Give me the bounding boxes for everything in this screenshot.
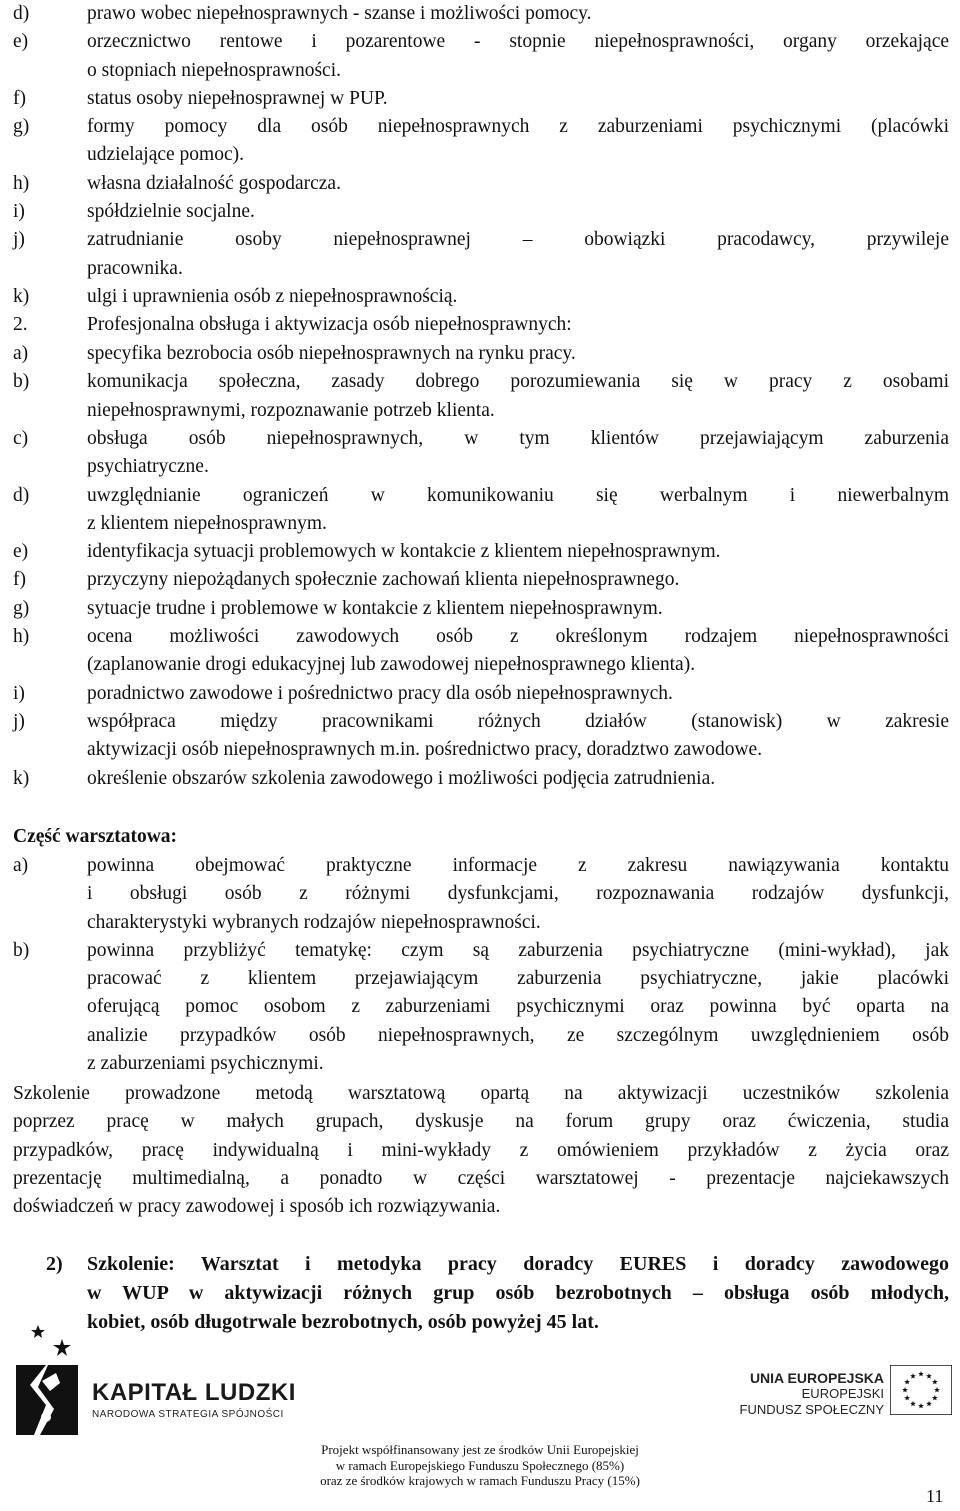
list-item	[0, 680, 960, 708]
list-item	[0, 28, 960, 85]
list-item	[0, 226, 960, 283]
paragraph-line: poprzez pracę w małych grupach, dyskusje na forum grupy oraz ćwiczenia, studia	[13, 1111, 949, 1133]
list-item-label: a)	[13, 855, 29, 876]
paragraph-line: przypadków, pracę indywidualną i mini-wykłady z omówieniem przykładów z życia oraz	[13, 1139, 949, 1161]
list-item-label: c)	[13, 427, 29, 449]
credit-line-3: oraz ze środków krajowych w ramach Funduszu Pracy (15%)	[320, 1473, 640, 1488]
list-item-text-line: zatrudnianie osoby niepełnosprawnej – obowiązki pracodawcy, przywileje	[87, 229, 949, 251]
training-2-title-line: kobiet, osób długotrwale bezrobotnych, osób powyżej 45 lat.	[87, 1311, 599, 1333]
list-item-label: k)	[13, 286, 30, 307]
list-item-text-line: aktywizacji osób niepełnosprawnych m.in. pośrednictwo pracy, doradztwo zawodowe.	[87, 739, 763, 761]
list-item	[0, 198, 960, 226]
list-item-text-line: o stopniach niepełnosprawności.	[87, 59, 341, 81]
list-item-text-line: (zaplanowanie drogi edukacyjnej lub zawodowej niepełnosprawnego klienta).	[87, 654, 696, 676]
paragraph-line: Szkolenie prowadzone metodą warsztatową opartą na aktywizacji uczestników szkolenia	[13, 1083, 949, 1104]
list-item-label: g)	[13, 116, 30, 138]
list-item-label: e)	[13, 31, 29, 53]
list-item-text-line: powinna obejmować praktyczne informacje z zakresu nawiązywania kontaktu	[87, 855, 949, 876]
list-item	[0, 595, 960, 623]
list-item-text-line: współpraca między pracownikami różnych działów (stanowisk) w zakresie	[87, 710, 949, 732]
training-2-number: 2)	[46, 1253, 63, 1275]
training-2-title-line: w WUP w aktywizacji różnych grup osób bezrobotnych – obsługa osób młodych,	[87, 1282, 949, 1304]
eu-line-3: FUNDUSZ SPOŁECZNY	[739, 1402, 884, 1417]
list-item-text-line: z klientem niepełnosprawnym.	[87, 512, 327, 534]
list-item	[0, 937, 960, 1079]
list-item	[0, 482, 960, 539]
list-item	[0, 566, 960, 594]
list-item-text-line: specyfika bezrobocia osób niepełnosprawnych na rynku pracy.	[87, 343, 576, 364]
list-item-text-line: uwzględnianie ograniczeń w komunikowaniu się werbalnym i niewerbalnym	[87, 484, 949, 506]
list-item-text-line: oferującą pomoc osobom z zaburzeniami psychicznymi oraz powinna być oparta na	[87, 996, 949, 1018]
eu-line-1: UNIA EUROPEJSKA	[749, 1370, 884, 1386]
list-item	[0, 765, 960, 793]
paragraph-line: doświadczeń w pracy zawodowej i sposób ich rozwiązywania.	[13, 1196, 501, 1218]
list-item-text-line: powinna przybliżyć tematykę: czym są zaburzenia psychiatryczne (mini-wykład), jak	[87, 939, 949, 961]
list-item	[0, 283, 960, 311]
list-item-label: b)	[13, 371, 30, 393]
list-item-text-line: identyfikacja sytuacji problemowych w kontakcie z klientem niepełnosprawnym.	[87, 541, 721, 563]
cofinancing-credit	[260, 1442, 700, 1489]
page-number: 11	[926, 1486, 944, 1506]
list-item-text-line: określenie obszarów szkolenia zawodowego i możliwości podjęcia zatrudnienia.	[87, 767, 716, 789]
section-2-title: Profesjonalna obsługa i aktywizacja osób niepełnosprawnych:	[87, 314, 572, 335]
list-item-label: j)	[13, 710, 25, 732]
kapital-ludzki-name: KAPITAŁ LUDZKI	[92, 1379, 296, 1406]
list-item-text-line: analizie przypadków osób niepełnosprawnych, ze szczególnym uwzględnieniem osób	[87, 1024, 949, 1046]
list-item-text-line: sytuacje trudne i problemowe w kontakcie z klientem niepełnosprawnym.	[87, 597, 663, 619]
list-item	[0, 368, 960, 425]
paragraph-line: prezentację multimedialną, a ponadto w części warsztatowej - prezentacje najciekawszych	[13, 1167, 949, 1189]
list-item-label: d)	[13, 3, 30, 24]
list-item-text-line: niepełnosprawnymi, rozpoznawanie potrzeb klienta.	[87, 399, 495, 421]
list-item-text-line: i obsługi osób z różnymi dysfunkcjami, rozpoznawania rodzajów dysfunkcji,	[87, 883, 949, 905]
list-item-label: b)	[13, 939, 30, 961]
list-item-label: d)	[13, 484, 30, 506]
list-item-text-line: komunikacja społeczna, zasady dobrego porozumiewania się w pracy z osobami	[87, 371, 949, 393]
list-item-text-line: ulgi i uprawnienia osób z niepełnosprawnością.	[87, 286, 458, 307]
list-item-text-line: obsługa osób niepełnosprawnych, w tym klientów przejawiającym zaburzenia	[87, 427, 949, 449]
list-item-text-line: status osoby niepełnosprawnej w PUP.	[87, 87, 388, 109]
list-item	[0, 538, 960, 566]
kapital-ludzki-logo-icon	[16, 1325, 78, 1435]
list-item-label: j)	[13, 229, 25, 251]
credit-line-2: w ramach Europejskiego Funduszu Społecznego (85%)	[335, 1457, 625, 1473]
list-item-label: h)	[13, 172, 30, 194]
list-item-text-line: spółdzielnie socjalne.	[87, 201, 255, 223]
list-item-label: i)	[13, 201, 25, 223]
list-item-text-line: pracownika.	[87, 257, 183, 279]
list-item-text-line: charakterystyki wybranych rodzajów niepełnosprawności.	[87, 911, 541, 933]
list-item-text-line: pracować z klientem przejawiającym zaburzenia psychiatryczne, jakie placówki	[87, 968, 949, 990]
workshop-heading: Część warsztatowa:	[13, 826, 178, 847]
list-item	[0, 170, 960, 198]
list-item-label: a)	[13, 343, 29, 364]
list-item-text-line: prawo wobec niepełnosprawnych - szanse i możliwości pomocy.	[87, 3, 592, 24]
list-item-label: f)	[13, 87, 26, 109]
list-item	[0, 113, 960, 170]
footer	[0, 1325, 960, 1511]
list-item	[0, 623, 960, 680]
list-item	[0, 85, 960, 113]
section-2-number: 2.	[13, 314, 28, 335]
list-item	[0, 852, 960, 937]
credit-line-1: Projekt współfinansowany jest ze środków Unii Europejskiej	[321, 1442, 639, 1457]
eu-flag-icon	[890, 1365, 952, 1415]
list-item	[0, 708, 960, 765]
list-item-text-line: z zaburzeniami psychicznymi.	[87, 1053, 324, 1075]
list-item-text-line: orzecznictwo rentowe i pozarentowe - stopnie niepełnosprawności, organy orzekające	[87, 31, 949, 53]
list-item-text-line: psychiatryczne.	[87, 456, 209, 478]
list-item	[0, 0, 960, 28]
list-item-label: g)	[13, 597, 30, 619]
list-item-label: h)	[13, 626, 30, 647]
list-item-text-line: własna działalność gospodarcza.	[87, 172, 341, 194]
list-item-label: k)	[13, 767, 30, 789]
list-item-text-line: przyczyny niepożądanych społecznie zachowań klienta niepełnosprawnego.	[87, 569, 680, 591]
eu-fund-text	[734, 1370, 884, 1418]
list-item	[0, 340, 960, 368]
list-item-label: f)	[13, 569, 26, 591]
list-item-text-line: udzielające pomoc).	[87, 144, 244, 166]
list-item	[0, 425, 960, 482]
eu-line-2: EUROPEJSKI	[801, 1386, 884, 1401]
kapital-ludzki-subtitle: NARODOWA STRATEGIA SPÓJNOŚCI	[92, 1409, 284, 1420]
list-item-label: i)	[13, 682, 25, 704]
training-2-title-line: Szkolenie: Warsztat i metodyka pracy doradcy EURES i doradcy zawodowego	[87, 1253, 949, 1275]
list-item-text-line: ocena możliwości zawodowych osób z określonym rodzajem niepełnosprawności	[87, 626, 949, 647]
list-item-text-line: poradnictwo zawodowe i pośrednictwo pracy dla osób niepełnosprawnych.	[87, 682, 673, 704]
list-item-label: e)	[13, 541, 29, 563]
list-item-text-line: formy pomocy dla osób niepełnosprawnych z zaburzeniami psychicznymi (placówki	[87, 116, 949, 138]
